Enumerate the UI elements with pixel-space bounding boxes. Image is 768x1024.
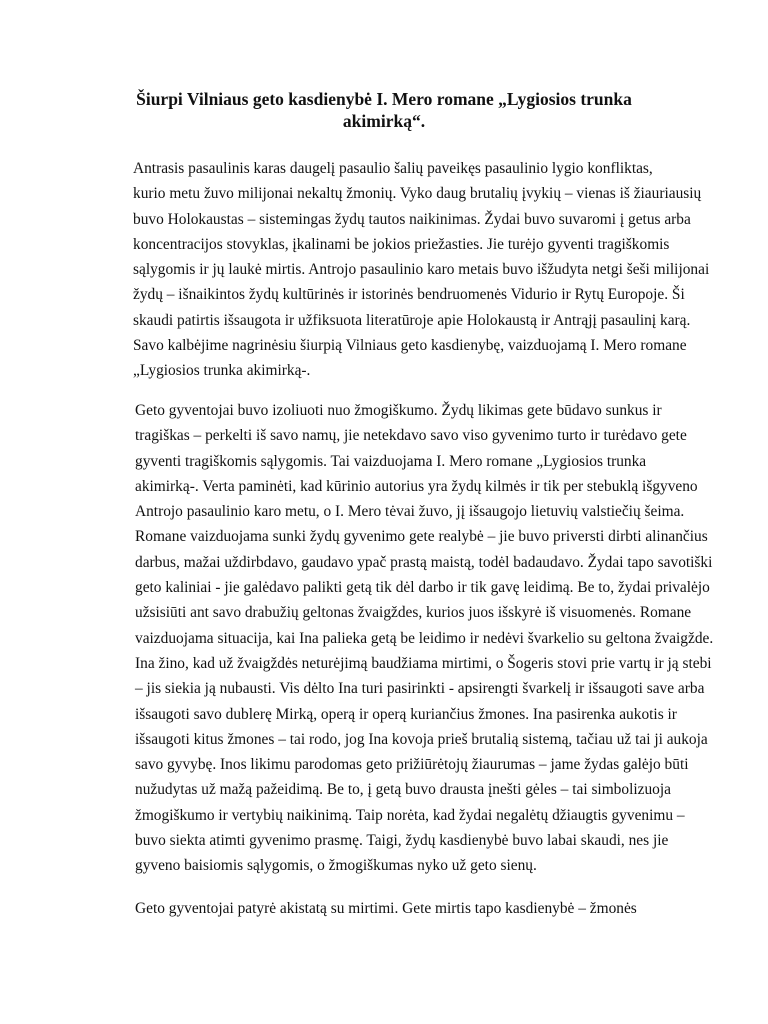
text-line: buvo siekta atimti gyvenimo prasmę. Taigi, žydų kasdienybė buvo labai skaudi, nes jie (135, 832, 669, 850)
text-line: savo gyvybę. Inos likimu parodomas geto prižiūrėtojų žiaurumas – jame žydas galėjo būti (135, 756, 689, 774)
text-line: Antrasis pasaulinis karas daugelį pasaulio šalių paveikęs pasaulinio lygio konfliktas, (133, 160, 653, 177)
text-line: vaizduojama situacija, kai Ina palieka getą be leidimo ir nedėvi švarkelio su geltona žvaigžde. (135, 629, 714, 647)
text-line: sąlygomis ir jų laukė mirtis. Antrojo pasaulinio karo metais buvo išžudyta netgi šeši milijonai (133, 261, 710, 279)
text-line: Geto gyventojai patyrė akistatą su mirtimi. Gete mirtis tapo kasdienybė – žmonės (135, 900, 637, 917)
text-line: akimirką-. Verta paminėti, kad kūrinio autorius yra žydų kilmės ir tik per stebuklą išgyveno (135, 477, 698, 495)
text-line: išsaugoti savo dublerę Mirką, operą ir operą kuriančius žmones. Ina pasirenka aukotis ir (135, 705, 677, 723)
text-line: darbus, mažai uždirbdavo, gaudavo ypač prastą maistą, todėl badaudavo. Žydai tapo savotiški (135, 553, 713, 571)
text-line: Savo kalbėjime nagrinėsiu šiurpią Vilniaus geto kasdienybę, vaizduojamą I. Mero romane (133, 337, 687, 355)
text-line: tragiškas – perkelti iš savo namų, jie netekdavo savo viso gyvenimo turto ir turėdavo gete (135, 427, 687, 445)
text-line: žydų – išnaikintos žydų kultūrinės ir istorinės bendruomenės Vidurio ir Rytų Europoje. Ši (133, 286, 685, 304)
text-line: kurio metu žuvo milijonai nekaltų žmonių. Vyko daug brutalių įvykių – vienas iš žiauriausių (133, 185, 702, 203)
text-line: „Lygiosios trunka akimirką-. (133, 362, 311, 380)
text-line: Geto gyventojai buvo izoliuoti nuo žmogiškumo. Žydų likimas gete būdavo sunkus ir (135, 402, 662, 419)
text-line: skaudi patirtis išsaugota ir užfiksuota literatūroje apie Holokaustą ir Antrąjį pasaulinį karą. (133, 311, 691, 329)
text-line: nužudytas už mažą pažeidimą. Be to, į getą buvo drausta įnešti gėles – tai simbolizuoja (135, 781, 671, 799)
text-line: koncentracijos stovyklas, įkalinami be jokios priežasties. Jie turėjo gyventi tragiškomis (133, 235, 670, 253)
text-line: žmogiškumo ir vertybių naikinimą. Taip norėta, kad žydai negalėtų džiaugtis gyvenimu – (135, 806, 685, 824)
paragraph-2 (121, 398, 714, 879)
text-line: užsisiūti ant savo drabužių geltonas žvaigždes, kurios juos išskyrė iš visuomenės. Romane (135, 604, 692, 622)
text-line: gyveno baisiomis sąlygomis, o žmogiškumas nyko už geto sienų. (135, 857, 537, 875)
paragraph-3 (121, 896, 661, 921)
text-line: buvo Holokaustas – sistemingas žydų tautos naikinimas. Žydai buvo suvaromi į getus arba (133, 210, 691, 228)
text-line: geto kaliniai - jie galėdavo palikti getą tik dėl darbo ir tik gavę leidimą. Be to, žydai privalėjo (135, 579, 710, 597)
text-line: Ina žino, kad už žvaigždės neturėjimą baudžiama mirtimi, o Šogeris stovi prie vartų ir ją stebi (135, 654, 712, 672)
text-line: Antrojo pasaulinio karo metu, o I. Mero tėvai žuvo, jį išsaugojo lietuvių valstiečių šeima. (135, 503, 685, 521)
text-line: gyventi tragiškomis sąlygomis. Tai vaizduojama I. Mero romane „Lygiosios trunka (135, 452, 647, 470)
text-line: išsaugoti kitus žmones – tai rodo, jog Ina kovoja prieš brutalią sistemą, tačiau už tai ji aukoja (135, 730, 708, 748)
document-title: Šiurpi Vilniaus geto kasdienybė I. Mero romane „Lygiosios trunka akimirką“. (136, 89, 632, 131)
paragraph-1 (121, 156, 710, 384)
text-line: – jis siekia ją nubausti. Vis dėlto Ina turi pasirinkti - apsirengti švarkelį ir išsaugoti save arba (135, 680, 705, 698)
text-line: Romane vaizduojama sunki žydų gyvenimo gete realybė – jie buvo priversti dirbti alinančius (135, 528, 708, 546)
